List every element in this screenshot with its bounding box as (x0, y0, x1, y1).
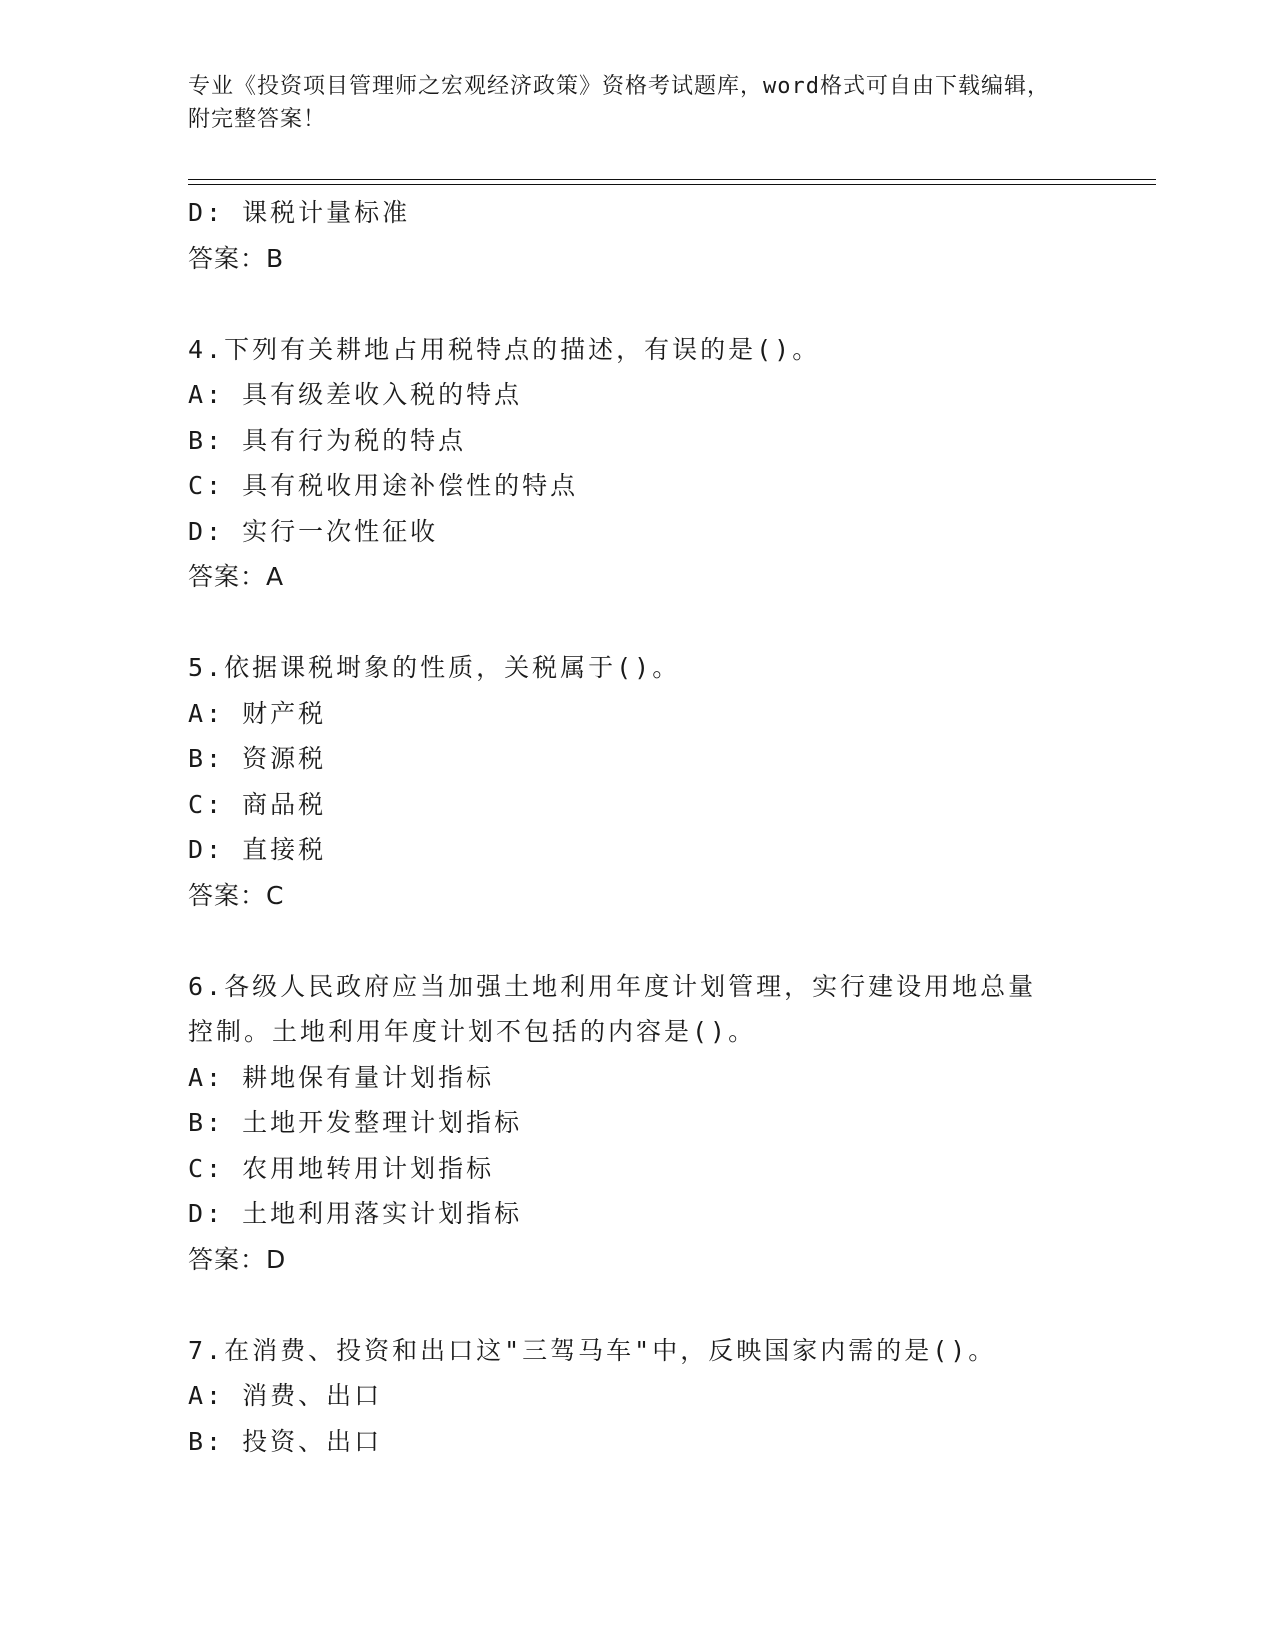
option-d: D: 土地利用落实计划指标 (188, 1199, 523, 1228)
option-a: A: 消费、出口 (188, 1381, 383, 1410)
option-d: D: 实行一次性征收 (188, 516, 439, 546)
option-c: C: 农用地转用计划指标 (188, 1153, 495, 1183)
header-divider-bottom (188, 184, 1156, 185)
spacer (188, 281, 1128, 327)
option-b: B: 资源税 (188, 744, 327, 773)
option-a: A: 耕地保有量计划指标 (188, 1062, 495, 1092)
question-6 (188, 964, 1128, 1283)
question-4 (188, 327, 1128, 600)
document-header: 专业《投资项目管理师之宏观经济政策》资格考试题库，word格式可自由下载编辑，附完整答案！ (188, 74, 1050, 132)
question-5 (188, 645, 1128, 918)
option-b: B: 投资、出口 (188, 1426, 383, 1456)
option-d: D: 直接税 (188, 835, 327, 864)
option-c: C: 具有税收用途补偿性的特点 (188, 471, 579, 500)
spacer (188, 1282, 1128, 1328)
option-b: B: 土地开发整理计划指标 (188, 1108, 523, 1137)
spacer (188, 918, 1128, 964)
question-stem: 7.在消费、投资和出口这"三驾马车"中，反映国家内需的是()。 (188, 1335, 997, 1365)
question-stem: 4.下列有关耕地占用税特点的描述，有误的是()。 (188, 334, 821, 364)
option-c: C: 商品税 (188, 789, 327, 819)
question-stem-line-1: 6.各级人民政府应当加强土地利用年度计划管理，实行建设用地总量 (188, 971, 1037, 1001)
answer: 答案：A (188, 562, 285, 591)
option-b: B: 具有行为税的特点 (188, 425, 467, 455)
answer: 答案：D (188, 1244, 287, 1274)
question-list (188, 190, 1128, 1464)
option-a: A: 财产税 (188, 698, 327, 728)
header-divider-top (188, 179, 1156, 180)
answer: 答案：B (188, 243, 285, 273)
answer: 答案：C (188, 880, 285, 910)
question-7 (188, 1328, 1128, 1465)
question-stem-line-2: 控制。土地利用年度计划不包括的内容是()。 (188, 1017, 757, 1046)
question-stem: 5.依据课税埘象的性质，关税属于()。 (188, 653, 681, 682)
spacer (188, 600, 1128, 646)
option-a: A: 具有级差收入税的特点 (188, 380, 523, 409)
option-d: D: 课税计量标准 (188, 198, 411, 227)
